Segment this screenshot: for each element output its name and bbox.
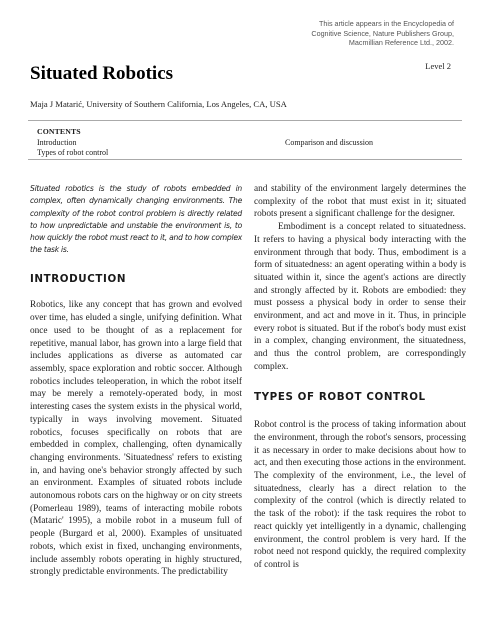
level-label: Level 2 — [425, 61, 451, 71]
left-column — [30, 183, 242, 579]
robot-control-paragraph: Robot control is the process of taking information about the environment, through the robot's sensors, processing it as necessary in order to make decisions about how to act, and then executing those actions in the environment. The complexity of the environment, i.e., the level of situatedness, clearly has a direct relation to the complexity of the control (which is directly related to the task of the robot): if the task requires the robot to react quickly yet intelligently in a dynamic, challenging environment, the control problem is very hard. If the robot need not respond quickly, the required complexity of control is — [254, 420, 466, 570]
publication-note-line: Macmillian Reference Ltd., 2002. — [348, 38, 454, 48]
contents-box — [28, 120, 462, 160]
contents-link-introduction[interactable]: Introduction — [37, 138, 77, 147]
embodiment-paragraph: Embodiment is a concept related to situatedness. It refers to having a physical body interacting with the environment through that body. Thus, embodiment is a form of situatedness: an agent operating within a body is situated within it, since the agent's actions are directly and strongly affected by it. Robots are embodied: they must possess a physical body in order to sense their environment, and act and move in it. Thus, in principle every robot is situated. But if the robot's body must exist in a complex, changing environment, the situatedness, and thus the control problem, are correspondingly complex. — [254, 222, 466, 372]
author-line: Maja J Matarić, University of Southern California, Los Angeles, CA, USA — [30, 99, 287, 109]
publication-note — [224, 19, 454, 48]
section-heading-introduction: INTRODUCTION — [30, 272, 127, 285]
right-column — [254, 183, 466, 572]
intro-paragraph-continued: and stability of the environment largely determines the complexity of the robot that must exist in it; situated robots present a significant challenge for the designer. — [254, 184, 466, 220]
publication-note-line: This article appears in the Encyclopedia of — [318, 19, 454, 28]
contents-link-comparison-and-discussion[interactable]: Comparison and discussion — [285, 138, 373, 147]
contents-heading: CONTENTS — [37, 127, 81, 136]
intro-paragraph: Robotics, like any concept that has grown and evolved over time, has eluded a single, unifying definition. What once used to be thought of as a replacement for repetitive, manual labor, has grown into a large field that includes applications as diverse as automated car assembly, space exploration and robtic soccer. Although robotics includes teleoperation, in which the robot itself may be merely a remotely-operated body, in most interesting cases the system exists in the physical world, typically in ways involving movement. Situated robotics, focuses specifically on robots that are embedded in complex, challenging, often dynamically changing environments. 'Situatedness' refers to existing in, and having one's behavior strongly affected by such an environment. Examples of situated robots include autonomous robots cars on the highway or on city streets (Pomerleau 1989), teams of interacting mobile robots (Mataric' 1995), a mobile robot in a museum full of people (Burgard et al, 2000). Examples of unsituated robots, which exist in fixed, unchanging environments, include assembly robots operating in highly structured, strongly predictable environments. The predictability — [30, 300, 242, 578]
article-title: Situated Robotics — [30, 63, 174, 84]
publication-note-line: Cognitive Science, Nature Publishers Group, — [311, 28, 454, 38]
section-heading-types-of-robot-control: TYPES OF ROBOT CONTROL — [254, 390, 426, 403]
abstract: Situated robotics is the study of robots embedded in complex, often dynamically changing environments. The complexity of the robot control problem is directly related to how unpredictable and unstable the environment is, to how quickly the robot must react to it, and to how complex the task is. — [30, 184, 242, 255]
contents-link-types-of-robot-control[interactable]: Types of robot control — [37, 148, 109, 157]
